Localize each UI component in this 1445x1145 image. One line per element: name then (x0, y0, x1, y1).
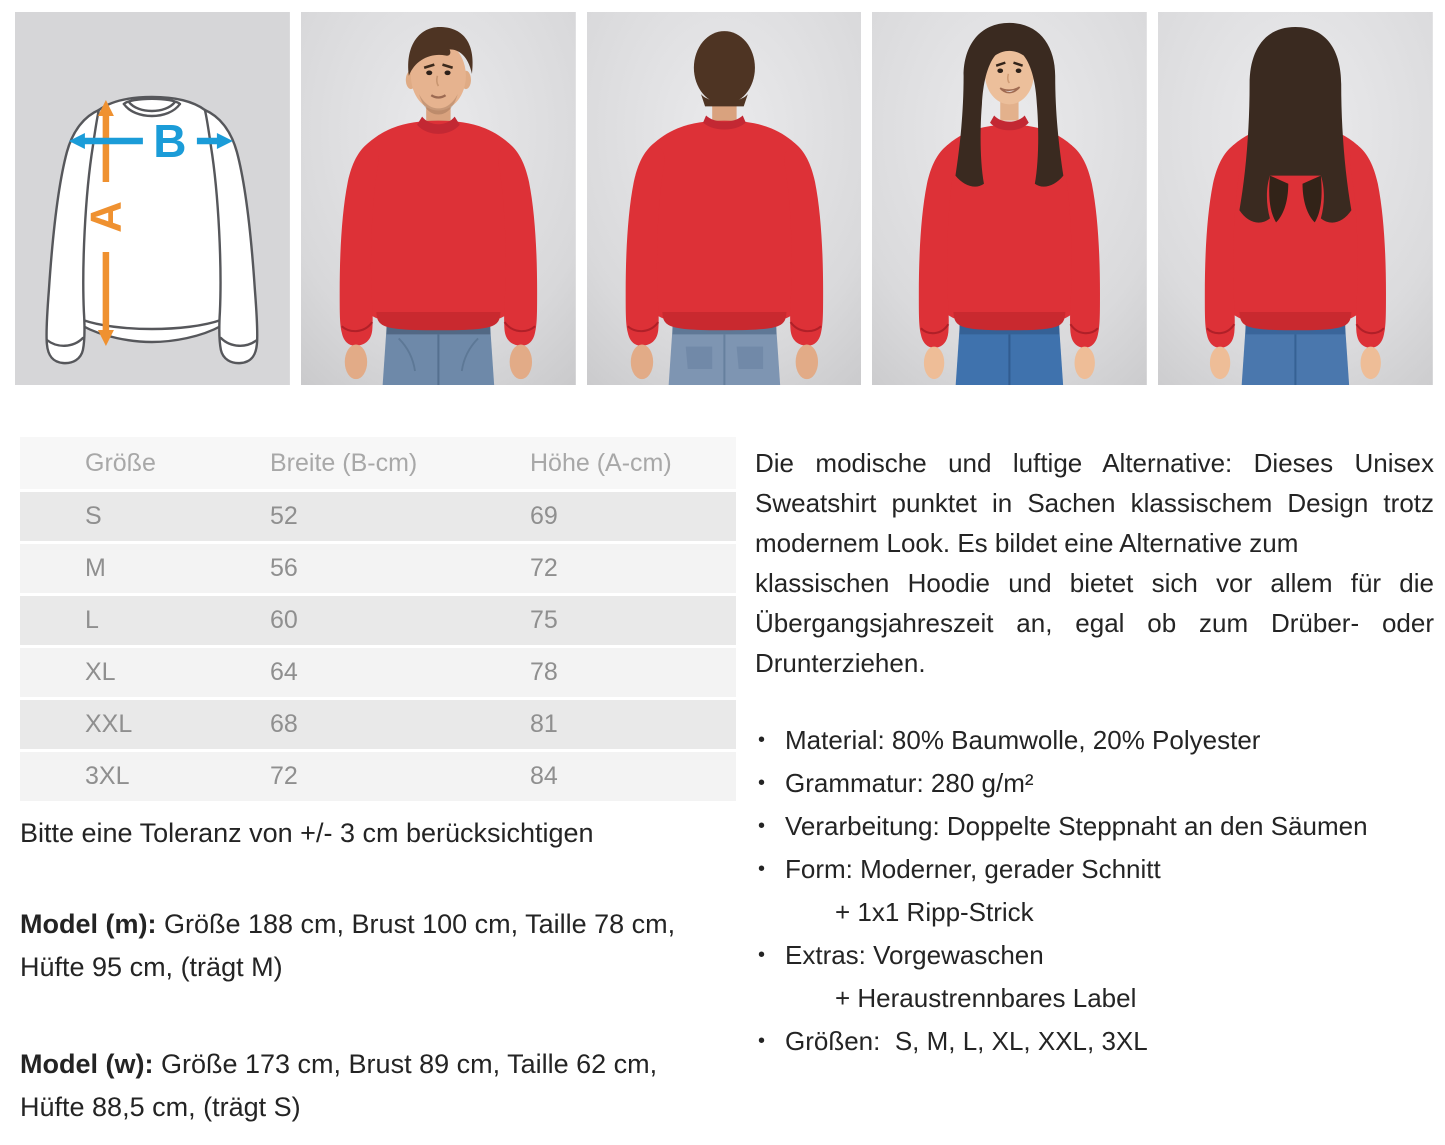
size-chart-cell: 78 (465, 648, 736, 700)
col-header-breite: Breite (B-cm) (205, 437, 465, 492)
feature-item: • Extras: Vorgewaschen + Heraustrennbares Label (755, 934, 1434, 1020)
size-chart-row (20, 492, 736, 544)
size-chart-cell: 81 (465, 700, 736, 752)
feature-item: • Form: Moderner, gerader Schnitt + 1x1 Ripp-Strick (755, 848, 1434, 934)
feature-item: • Größen: S, M, L, XL, XXL, 3XL (755, 1020, 1434, 1063)
woman-front-illustration (872, 12, 1147, 385)
feature-list (755, 719, 1434, 1063)
size-chart-cell: 64 (205, 648, 465, 700)
description-line: modernem Look. Es bildet eine Alternative zum (755, 528, 1299, 558)
man-front-illustration (301, 12, 576, 385)
photo-woman-back (1158, 12, 1433, 385)
model-m-measurements: Größe 188 cm, Brust 100 cm, Taille 78 cm, Hüfte 95 cm, (trägt M) (20, 909, 676, 982)
size-chart-cell: 52 (205, 492, 465, 544)
size-chart-cell: 69 (465, 492, 736, 544)
col-header-hoehe: Höhe (A-cm) (465, 437, 736, 492)
size-chart-cell: 75 (465, 596, 736, 648)
size-chart-cell: 3XL (20, 752, 205, 804)
col-header-groesse: Größe (20, 437, 205, 492)
description-line: Übergangsjahreszeit an, egal ob zum Drüber- oder (755, 608, 1434, 638)
photo-man-back (587, 12, 862, 385)
model-m-label: Model (m): (20, 909, 157, 939)
size-chart-row (20, 648, 736, 700)
size-chart-header-row (20, 437, 736, 492)
size-chart-cell: M (20, 544, 205, 596)
woman-back-illustration (1158, 12, 1433, 385)
tolerance-note: Bitte eine Toleranz von +/- 3 cm berücksichtigen (20, 818, 594, 848)
diagram-label-a: A (81, 201, 131, 233)
size-chart-row (20, 596, 736, 648)
size-chart-cell: L (20, 596, 205, 648)
size-chart-cell: 84 (465, 752, 736, 804)
model-w-info (20, 1043, 726, 1129)
size-section (20, 437, 736, 1129)
size-chart-cell: 56 (205, 544, 465, 596)
product-image-gallery (15, 12, 1433, 385)
description-line: Die modische und luftige Alternative: Dieses Unisex (755, 448, 1434, 478)
size-chart-cell: S (20, 492, 205, 544)
size-chart-cell: 72 (205, 752, 465, 804)
product-description-section (755, 443, 1434, 1063)
model-w-measurements: Größe 173 cm, Brust 89 cm, Taille 62 cm, Hüfte 88,5 cm, (trägt S) (20, 1049, 658, 1122)
size-diagram-panel (15, 12, 290, 385)
feature-subline: + 1x1 Ripp-Strick (835, 897, 1034, 927)
diagram-label-b: B (153, 115, 187, 167)
model-w-label: Model (w): (20, 1049, 154, 1079)
description (755, 443, 1434, 683)
size-chart-row (20, 544, 736, 596)
man-back-illustration (587, 12, 862, 385)
description-line: klassischen Hoodie und bietet sich vor allem für die (755, 568, 1434, 598)
feature-item: • Grammatur: 280 g/m² (755, 762, 1434, 805)
size-chart-body (20, 492, 736, 804)
size-chart-cell: 60 (205, 596, 465, 648)
description-line: Sweatshirt punktet in Sachen klassischem Design trotz (755, 488, 1434, 518)
feature-item: • Material: 80% Baumwolle, 20% Polyester (755, 719, 1434, 762)
photo-woman-front (872, 12, 1147, 385)
size-chart-row (20, 700, 736, 752)
size-chart-cell: 68 (205, 700, 465, 752)
photo-man-front (301, 12, 576, 385)
description-line: Drunterziehen. (755, 648, 926, 678)
size-chart-cell: 72 (465, 544, 736, 596)
model-m-info (20, 903, 726, 989)
size-diagram-illustration (15, 12, 290, 385)
feature-item: • Verarbeitung: Doppelte Steppnaht an den Säumen (755, 805, 1434, 848)
size-chart-table (20, 437, 736, 804)
size-chart-row (20, 752, 736, 804)
size-chart-cell: XXL (20, 700, 205, 752)
feature-subline: + Heraustrennbares Label (835, 983, 1137, 1013)
size-chart-cell: XL (20, 648, 205, 700)
